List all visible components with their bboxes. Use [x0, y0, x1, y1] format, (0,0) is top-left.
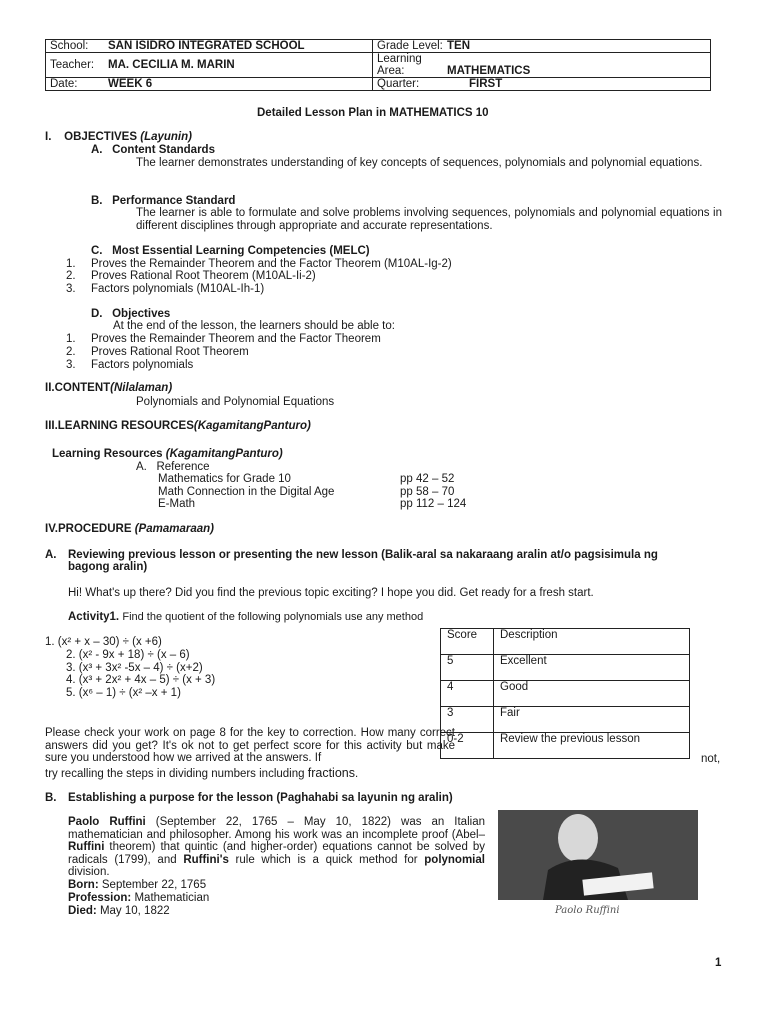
description-cell: Review the previous lesson [494, 733, 690, 759]
content-text: Polynomials and Polynomial Equations [136, 396, 335, 408]
check-not: not, [701, 753, 721, 765]
school-value: SAN ISIDRO INTEGRATED SCHOOL [108, 40, 305, 52]
score-table [440, 628, 690, 759]
description-cell: Fair [494, 707, 690, 733]
objective-number: 2. [66, 346, 76, 358]
procedure-heading: IV.PROCEDURE (Pamamaraan) [45, 523, 214, 535]
melc-item: Factors polynomials (M10AL-Ih-1) [91, 283, 265, 295]
procedure-b-title: Establishing a purpose for the lesson (Paghahabi sa layunin ng aralin) [68, 792, 453, 804]
table-row [441, 707, 690, 733]
performance-standard-text: The learner is able to formulate and solve problems involving sequences, polynomials and polynomial equations in different disciplines through appropriate and accurate representations. [136, 207, 722, 232]
objectives-d-heading: D. Objectives [91, 308, 171, 320]
melc-item: Proves the Remainder Theorem and the Factor Theorem (M10AL-Ig-2) [91, 258, 452, 270]
melc-number: 3. [66, 283, 76, 295]
quarter-value: FIRST [469, 78, 503, 90]
score-cell: 5 [441, 655, 494, 681]
teacher-value: MA. CECILIA M. MARIN [108, 59, 235, 71]
objective-number: 1. [66, 333, 76, 345]
problem-item: 2. (x² - 9x + 18) ÷ (x – 6) [66, 649, 190, 661]
score-cell: 0-2 [441, 733, 494, 759]
reference-pages: pp 42 – 52 [400, 473, 455, 485]
reference-pages: pp 58 – 70 [400, 486, 455, 498]
content-standards-text: The learner demonstrates understanding of key concepts of sequences, polynomials and polynomial equations. [136, 157, 703, 169]
melc-item: Proves Rational Root Theorem (M10AL-Ii-2) [91, 270, 316, 282]
area-value: MATHEMATICS [447, 65, 531, 77]
objectives-heading: I. OBJECTIVES (Layunin) [45, 131, 192, 143]
grade-value: TEN [447, 40, 470, 52]
resources-sub-heading: Learning Resources (KagamitangPanturo) [52, 448, 283, 460]
ruffini-bio: Paolo Ruffini (September 22, 1765 – May 10, 1822) was an Italian mathematician and philosopher. Among his work was an incomplete proof (Abel–Ruffini theorem) that quintic (and higher-order) equations cannot be solved by radicals (1799), and Ruffini's rule which is a quick method for polynomial division. [68, 816, 485, 878]
problem-item: 1. (x² + x – 30) ÷ (x +6) [45, 636, 162, 648]
reference-name: Mathematics for Grade 10 [158, 473, 291, 485]
check-line2: try recalling the steps in dividing numbers including fractions. [45, 766, 359, 780]
ruffini-born: Born: September 22, 1765 [68, 879, 207, 891]
date-label: Date: [50, 78, 78, 90]
reference-name: E-Math [158, 498, 196, 510]
check-text: Please check your work on page 8 for the key to correction. How many correct answers did you get? It's ok not to get perfect score for this activity but make sure you understood how we arrived at the answers. If [45, 727, 455, 764]
ruffini-died: Died: May 10, 1822 [68, 905, 170, 917]
portrait-signature: Paolo Ruffini [555, 905, 620, 916]
ruffini-portrait [498, 810, 698, 917]
reference-name: Math Connection in the Digital Age [158, 486, 335, 498]
problem-item: 4. (x³ + 2x² + 4x – 5) ÷ (x + 3) [66, 674, 216, 686]
teacher-label: Teacher: [50, 59, 95, 71]
description-cell: Good [494, 681, 690, 707]
melc-number: 1. [66, 258, 76, 270]
page-number: 1 [715, 957, 722, 969]
problem-item: 3. (x³ + 3x² -5x – 4) ÷ (x+2) [66, 662, 203, 674]
score-header-row [441, 629, 690, 655]
score-header: Score [441, 629, 494, 655]
area-label: Learning Area: [377, 53, 422, 77]
page-title: Detailed Lesson Plan in MATHEMATICS 10 [257, 107, 489, 119]
content-heading: II.CONTENT(Nilalaman) [45, 382, 173, 394]
objective-number: 3. [66, 359, 76, 371]
objective-item: Proves Rational Root Theorem [91, 346, 249, 358]
performance-standard-heading: B. Performance Standard [91, 195, 236, 207]
procedure-a-title: Reviewing previous lesson or presenting the new lesson (Balik-aral sa nakaraang aralin at/o pagsisimula ng [68, 549, 658, 561]
melc-heading: C. Most Essential Learning Competencies (MELC) [91, 245, 370, 257]
objectives-intro: At the end of the lesson, the learners should be able to: [113, 320, 395, 332]
score-cell: 3 [441, 707, 494, 733]
score-cell: 4 [441, 681, 494, 707]
objective-item: Factors polynomials [91, 359, 194, 371]
reference-heading: A. Reference [136, 461, 210, 473]
description-header: Description [494, 629, 690, 655]
date-value: WEEK 6 [108, 78, 153, 90]
table-row [441, 681, 690, 707]
table-row [441, 655, 690, 681]
table-row [441, 733, 690, 759]
procedure-a-label: A. [45, 549, 57, 561]
school-label: School: [50, 40, 89, 52]
intro-text: Hi! What's up there? Did you find the previous topic exciting? I hope you did. Get ready for a fresh start. [68, 587, 594, 599]
activity-line: Activity1. Find the quotient of the following polynomials use any method [68, 611, 424, 623]
melc-number: 2. [66, 270, 76, 282]
reference-pages: pp 112 – 124 [400, 498, 467, 510]
content-standards-heading: A. Content Standards [91, 144, 215, 156]
description-cell: Excellent [494, 655, 690, 681]
header-table [45, 39, 711, 91]
portrait-image [498, 810, 698, 917]
procedure-b-label: B. [45, 792, 57, 804]
grade-label: Grade Level: [377, 40, 443, 52]
quarter-label: Quarter: [377, 78, 420, 90]
problem-item: 5. (x⁶ – 1) ÷ (x² –x + 1) [66, 687, 181, 699]
ruffini-profession: Profession: Mathematician [68, 892, 210, 904]
objective-item: Proves the Remainder Theorem and the Factor Theorem [91, 333, 381, 345]
resources-heading: III.LEARNING RESOURCES(KagamitangPanturo) [45, 420, 311, 432]
procedure-a-title-cont: bagong aralin) [68, 561, 148, 573]
